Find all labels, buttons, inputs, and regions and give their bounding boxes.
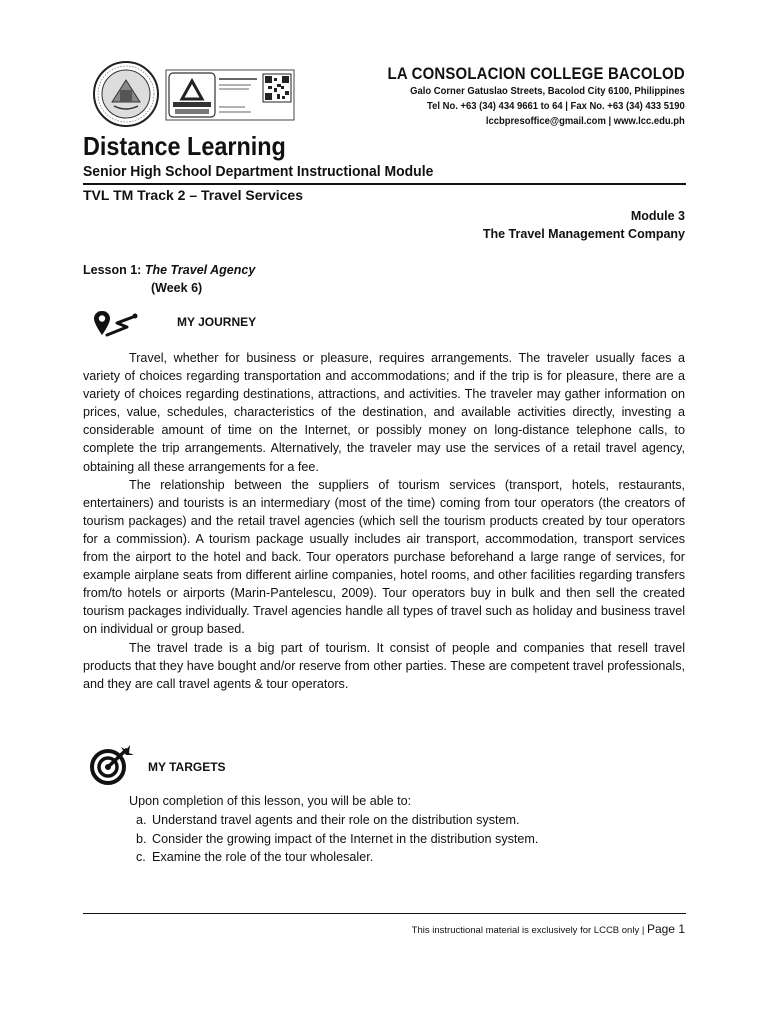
college-info [347,64,685,129]
list-marker: c. [136,850,146,864]
tuv-certification-badge [165,69,295,121]
lesson-week: (Week 6) [151,281,203,295]
list-marker: a. [136,813,147,827]
objectives-list [136,811,538,867]
department-subtitle: Senior High School Department Instructional Module [83,163,434,180]
list-item-text: Consider the growing impact of the Internet in the distribution system. [152,831,539,846]
college-seal-logo [92,60,160,128]
module-number: Module 3 [630,209,685,223]
journey-paragraph: Travel, whether for business or pleasure, requires arrangements. The traveler usually faces a variety of choices regarding transportation and accommodations; and if the trip is for pleasure, there are a variety of choices regarding destinations, attractions, and activities. The traveler may gather information on prices, value, schedules, characteristics of the destination, and available activities directly, investing a considerable amount of time on the Internet, or possibly money on long-distance telephone calls, to complete the trip arrangements. Alternatively, the traveler may use the services of a retail travel agency, obtaining all these arrangements for a fee. [83,351,685,474]
track-title: TVL TM Track 2 – Travel Services [83,187,303,203]
target-arrow-icon [88,743,136,785]
header-divider [83,183,686,185]
list-marker: b. [136,831,147,846]
my-journey-heading: MY JOURNEY [177,315,257,329]
page-footer [412,922,685,936]
list-item [136,848,538,867]
page-number: Page 1 [646,922,685,936]
college-name: LA CONSOLACION COLLEGE BACOLOD [387,64,685,83]
module-info [483,207,685,243]
map-pin-route-icon [93,309,141,339]
footer-note: This instructional material is exclusively for LCCB only | [411,925,647,936]
journey-paragraph: The travel trade is a big part of tourism. It consist of people and companies that resell travel products that they have bought and/or reserve from other parties. These are competent travel professionals, and they are call travel agents & tour operators. [83,640,685,691]
lesson-heading [83,263,255,277]
lesson-title: The Travel Agency [144,263,256,277]
targets-intro: Upon completion of this lesson, you will be able to: [129,794,412,808]
my-targets-heading: MY TARGETS [148,760,226,774]
college-telephone: Tel No. +63 (34) 434 9661 to 64 | Fax No. +63 (34) 433 5190 [427,100,685,112]
document-title: Distance Learning [83,131,286,161]
lesson-prefix: Lesson 1: [83,263,145,277]
list-item-text: Understand travel agents and their role on the distribution system. [152,813,520,827]
journey-body [83,349,685,693]
list-item [136,811,538,830]
college-address: Galo Corner Gatuslao Streets, Bacolod City 6100, Philippines [410,85,685,97]
college-contact: lccbpresoffice@gmail.com | www.lcc.edu.ph [486,115,685,127]
footer-divider [83,913,686,914]
list-item [136,830,538,849]
module-title: The Travel Management Company [482,227,685,241]
list-item-text: Examine the role of the tour wholesaler. [152,850,374,864]
journey-paragraph: The relationship between the suppliers of tourism services (transport, hotels, restaurants, entertainers) and tourists is an intermediary (most of the time) coming from tour operators (the creators of tourism packages) and the retail travel agencies (which sell the tourism products created by tour operators for a commission). A tourism package usually includes air transport, accommodation, transport services from the airport to the hotel and back. Tour operators purchase beforehand a large range of services, for example airplane seats from different airline companies, hotel rooms, and other facilities regarding transfers from/to hotels or airports (Marin-Pantelescu, 2009). Tour operators buy in bulk and then sell the created tourism packages individually. Travel agencies handle all types of travel such as holiday and business travel on individual or group based. [83,477,685,637]
